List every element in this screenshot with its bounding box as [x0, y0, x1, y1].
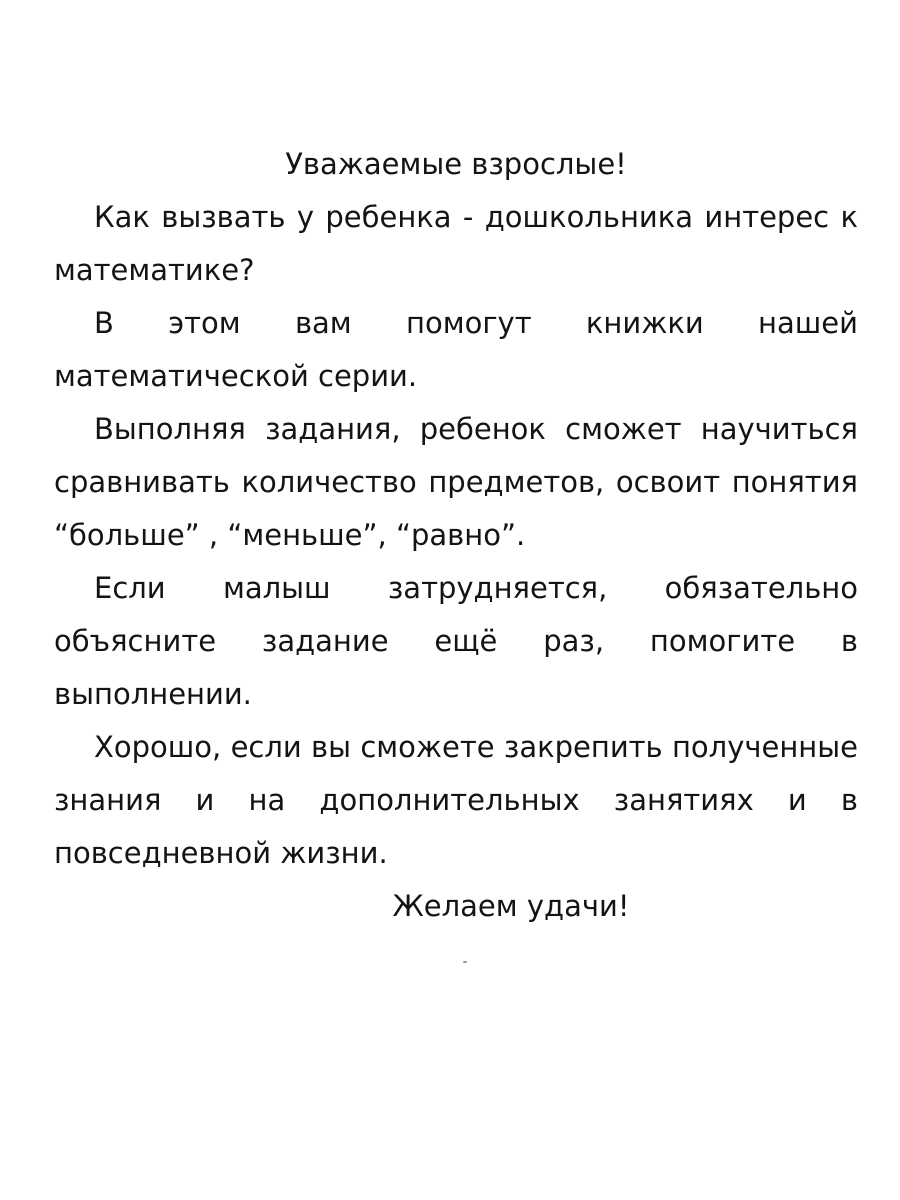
scan-speck: [463, 961, 467, 963]
closing-wish: Желаем удачи!: [392, 889, 630, 923]
greeting-heading: Уважаемые взрослые!: [285, 147, 627, 181]
letter-text: [54, 138, 858, 933]
paragraph-tasks: Выполняя задания, ребенок сможет научиться сравнивать количество предметов, освоит понятия “больше” , “меньше”, “равно”.: [54, 412, 858, 552]
paragraph-interest: Как вызвать у ребенка - дошкольника интерес к математике?: [54, 200, 858, 287]
paragraph-series: В этом вам помогут книжки нашей математической серии.: [54, 306, 858, 393]
paragraph-reinforce: Хорошо, если вы сможете закрепить полученные знания и на дополнительных занятиях и в повседневной жизни.: [54, 730, 858, 870]
paragraph-explain: Если малыш затрудняется, обязательно объясните задание ещё раз, помогите в выполнении.: [54, 571, 858, 711]
